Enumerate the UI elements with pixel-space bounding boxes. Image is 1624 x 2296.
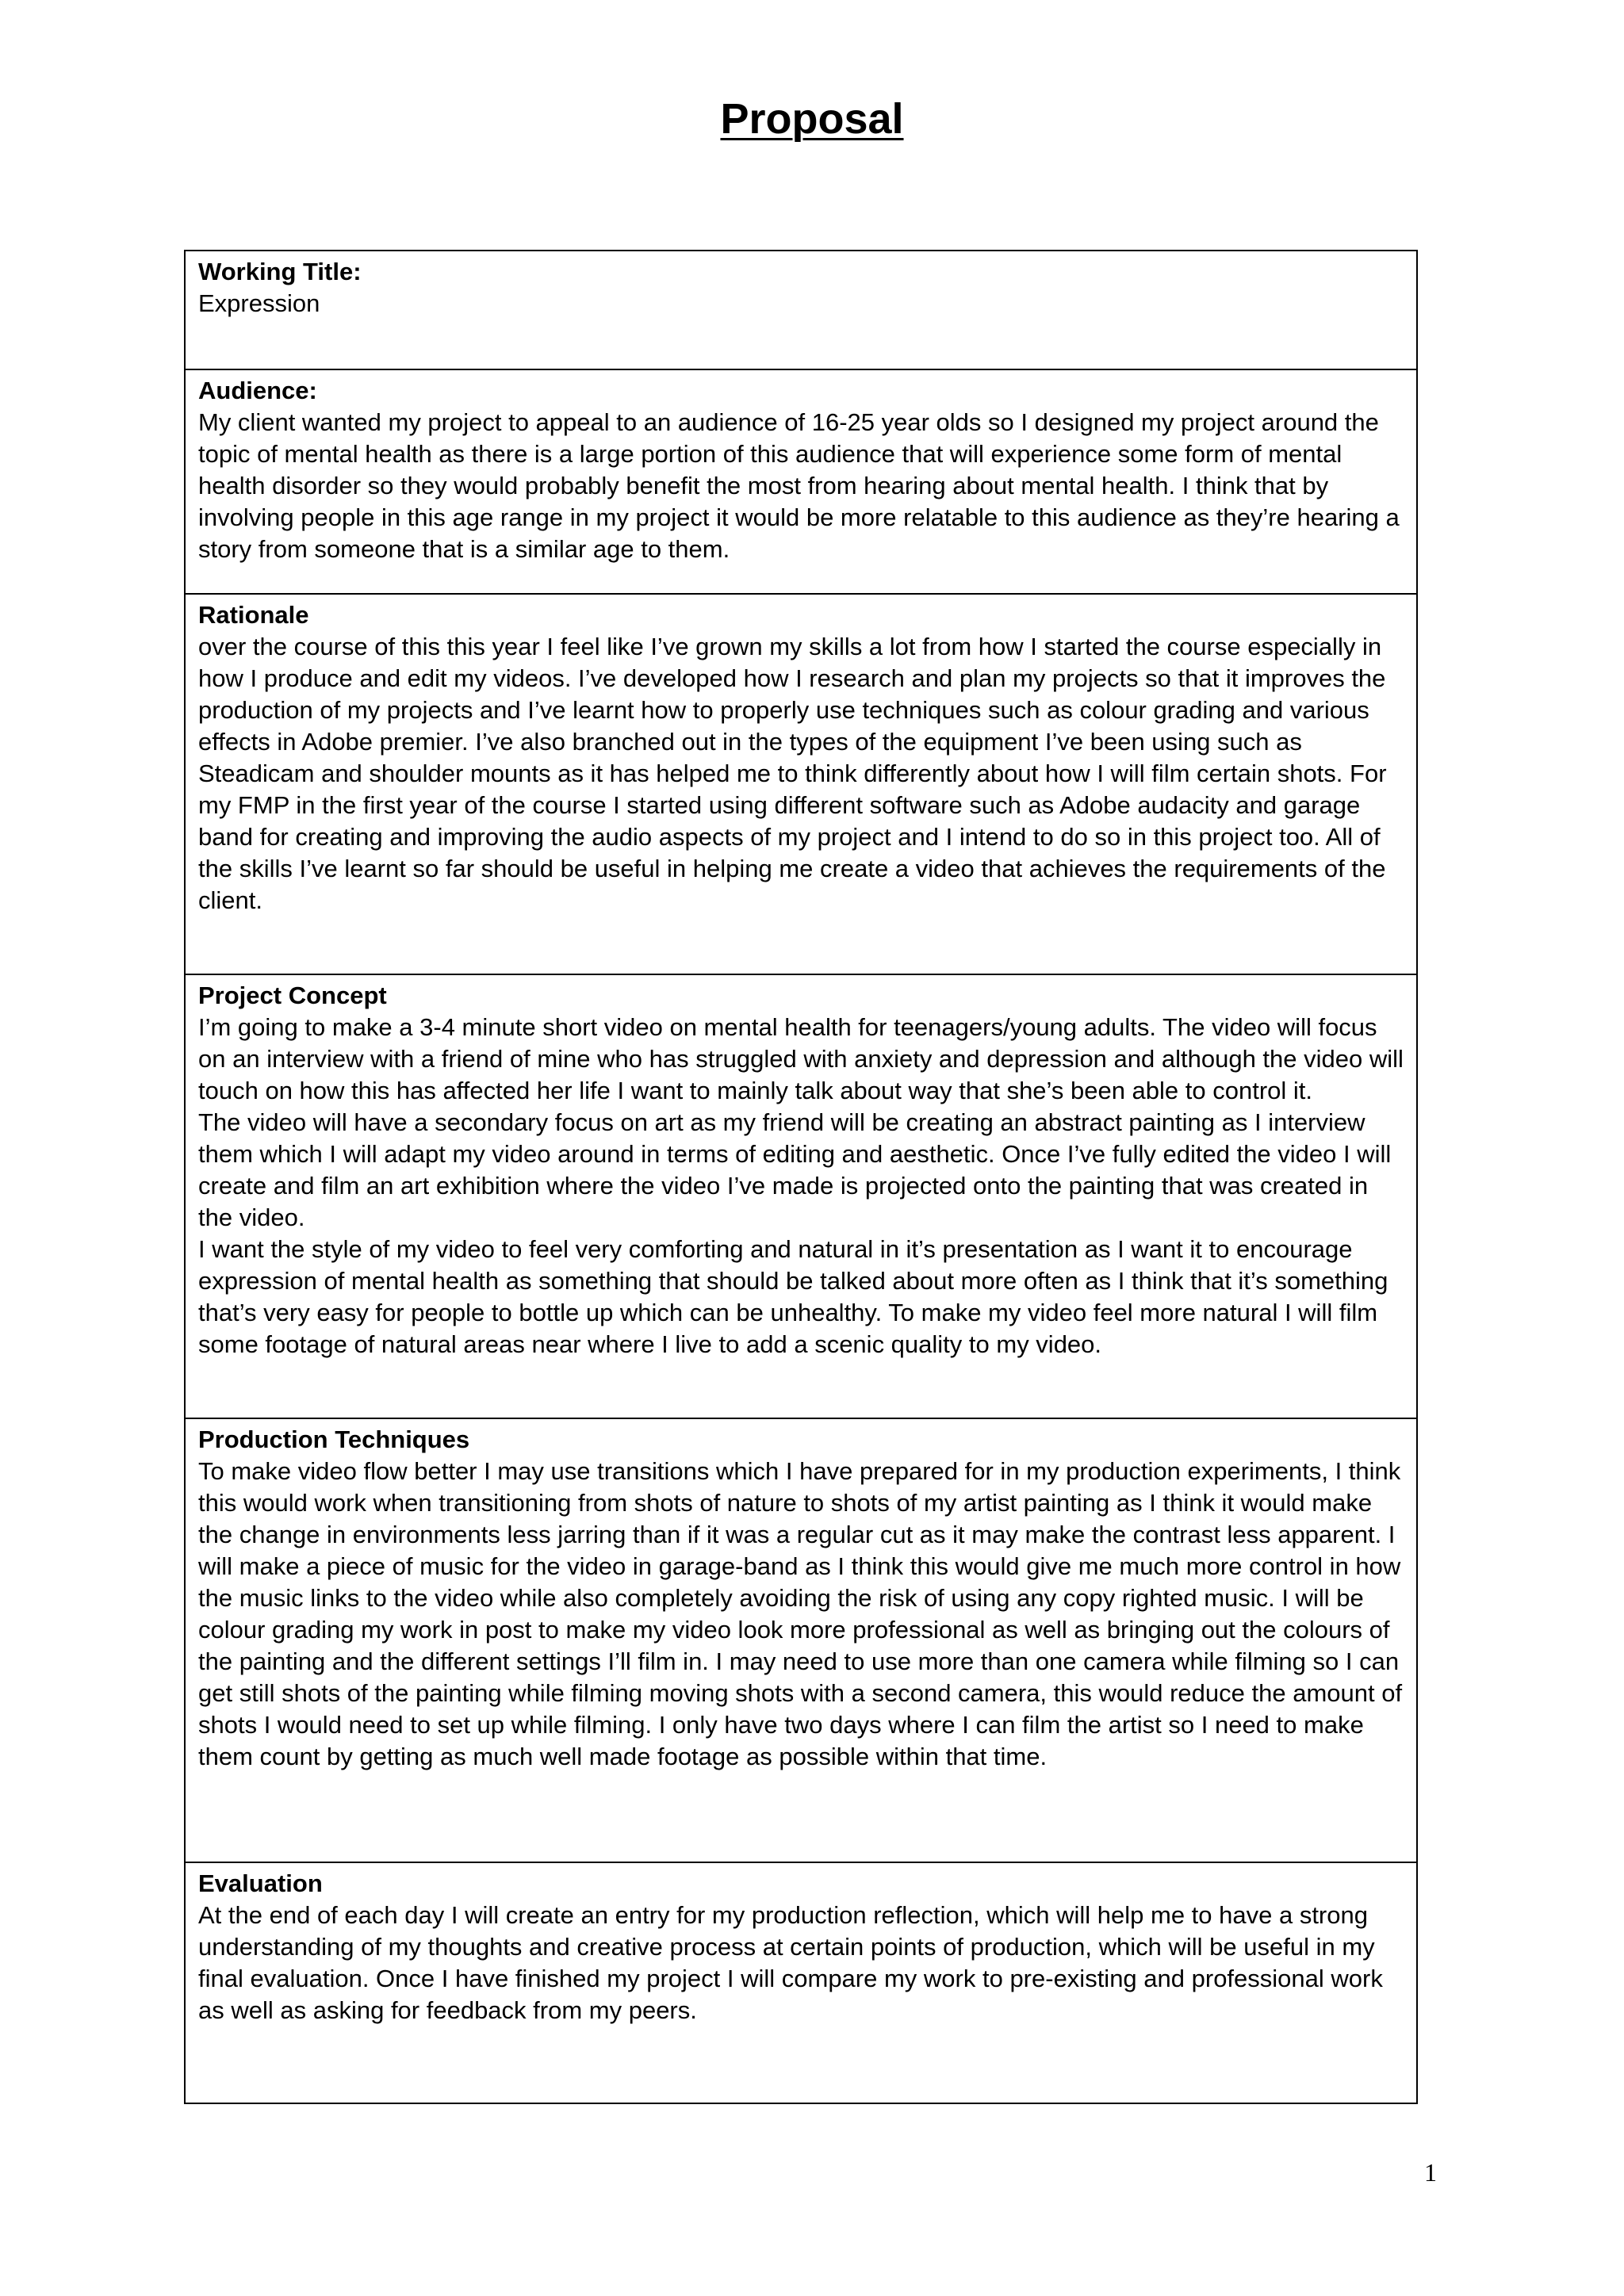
section-heading-project-concept: Project Concept bbox=[198, 982, 387, 1009]
section-heading-production-techniques: Production Techniques bbox=[198, 1425, 470, 1453]
section-body-audience bbox=[198, 407, 1404, 565]
evaluation-paragraph: At the end of each day I will create an entry for my production reflection, which will help me to have a strong understanding of my thoughts and creative process at certain points of production, which will be useful in my final evaluation. Once I have finished my project I will compare my work to pre-existing and professional work as well as asking for feedback from my peers. bbox=[198, 1901, 1383, 2024]
section-heading-working-title: Working Title: bbox=[198, 258, 362, 285]
proposal-table bbox=[184, 250, 1418, 2104]
section-production-techniques bbox=[186, 1418, 1416, 1862]
section-body-project-concept bbox=[198, 1012, 1404, 1360]
section-evaluation bbox=[186, 1862, 1416, 2103]
project-concept-paragraph: I want the style of my video to feel very comforting and natural in it’s presentation as I want it to encourage expression of mental health as something that should be talked about more often as I think that it’s something that’s very easy for people to bottle up which can be unhealthy. To make my video feel more natural I will film some footage of natural areas near where I live to add a scenic quality to my video. bbox=[198, 1235, 1388, 1358]
section-rationale bbox=[186, 593, 1416, 974]
section-project-concept bbox=[186, 974, 1416, 1418]
section-body-working-title bbox=[198, 288, 1404, 320]
section-heading-rationale: Rationale bbox=[198, 601, 309, 629]
section-working-title bbox=[186, 251, 1416, 369]
document-title: Proposal bbox=[720, 95, 904, 143]
rationale-paragraph: over the course of this this year I feel like I’ve grown my skills a lot from how I started the course especially in how I produce and edit my videos. I’ve developed how I research and plan my projects so that it improves the production of my projects and I’ve learnt how to properly use techniques such as colour grading and various effects in Adobe premier. I’ve also branched out in the types of the equipment I’ve been using such as Steadicam and shoulder mounts as it has helped me to think differently about how I will film certain shots. For my FMP in the first year of the course I started using different software such as Adobe audacity and garage band for creating and improving the audio aspects of my project and I intend to do so in this project too. All of the skills I’ve learnt so far should be useful in helping me create a video that achieves the requirements of the client. bbox=[198, 633, 1387, 914]
section-body-production-techniques bbox=[198, 1456, 1404, 1773]
project-concept-paragraph: I’m going to make a 3-4 minute short video on mental health for teenagers/young adults. The video will focus on an interview with a friend of mine who has struggled with anxiety and depression and although the video will touch on how this has affected her life I want to mainly talk about way that she’s been able to control it. bbox=[198, 1013, 1404, 1104]
section-heading-evaluation: Evaluation bbox=[198, 1869, 323, 1897]
working-title-value: Expression bbox=[198, 289, 320, 317]
section-body-evaluation bbox=[198, 1900, 1404, 2026]
section-body-rationale bbox=[198, 631, 1404, 916]
project-concept-paragraph: The video will have a secondary focus on art as my friend will be creating an abstract painting as I interview them which I will adapt my video around in terms of editing and aesthetic. Once I’ve fully edited the video I will create and film an art exhibition where the video I’ve made is projected onto the painting that was created in the video. bbox=[198, 1108, 1392, 1231]
audience-paragraph: My client wanted my project to appeal to an audience of 16-25 year olds so I designed my project around the topic of mental health as there is a large portion of this audience that will experience some form of mental health disorder so they would probably benefit the most from hearing about mental health. I think that by involving people in this age range in my project it would be more relatable to this audience as they’re hearing a story from someone that is a similar age to them. bbox=[198, 408, 1400, 563]
production-techniques-paragraph: To make video flow better I may use transitions which I have prepared for in my production experiments, I think this would work when transitioning from shots of nature to shots of my artist painting as I think it would make the change in environments less jarring than if it was a regular cut as it may make the contrast less apparent. I will make a piece of music for the video in garage-band as I think this would give me much more control in how the music links to the video while also completely avoiding the risk of using any copy righted music. I will be colour grading my work in post to make my video look more professional as well as bringing out the colours of the painting and the different settings I’ll film in. I may need to use more than one camera while filming so I can get still shots of the painting while filming moving shots with a second camera, this would reduce the amount of shots I would need to set up while filming. I only have two days where I can film the artist so I need to make them count by getting as much well made footage as possible within that time. bbox=[198, 1457, 1403, 1770]
page-number: 1 bbox=[1424, 2158, 1437, 2187]
section-heading-audience: Audience: bbox=[198, 377, 317, 404]
section-audience bbox=[186, 369, 1416, 593]
